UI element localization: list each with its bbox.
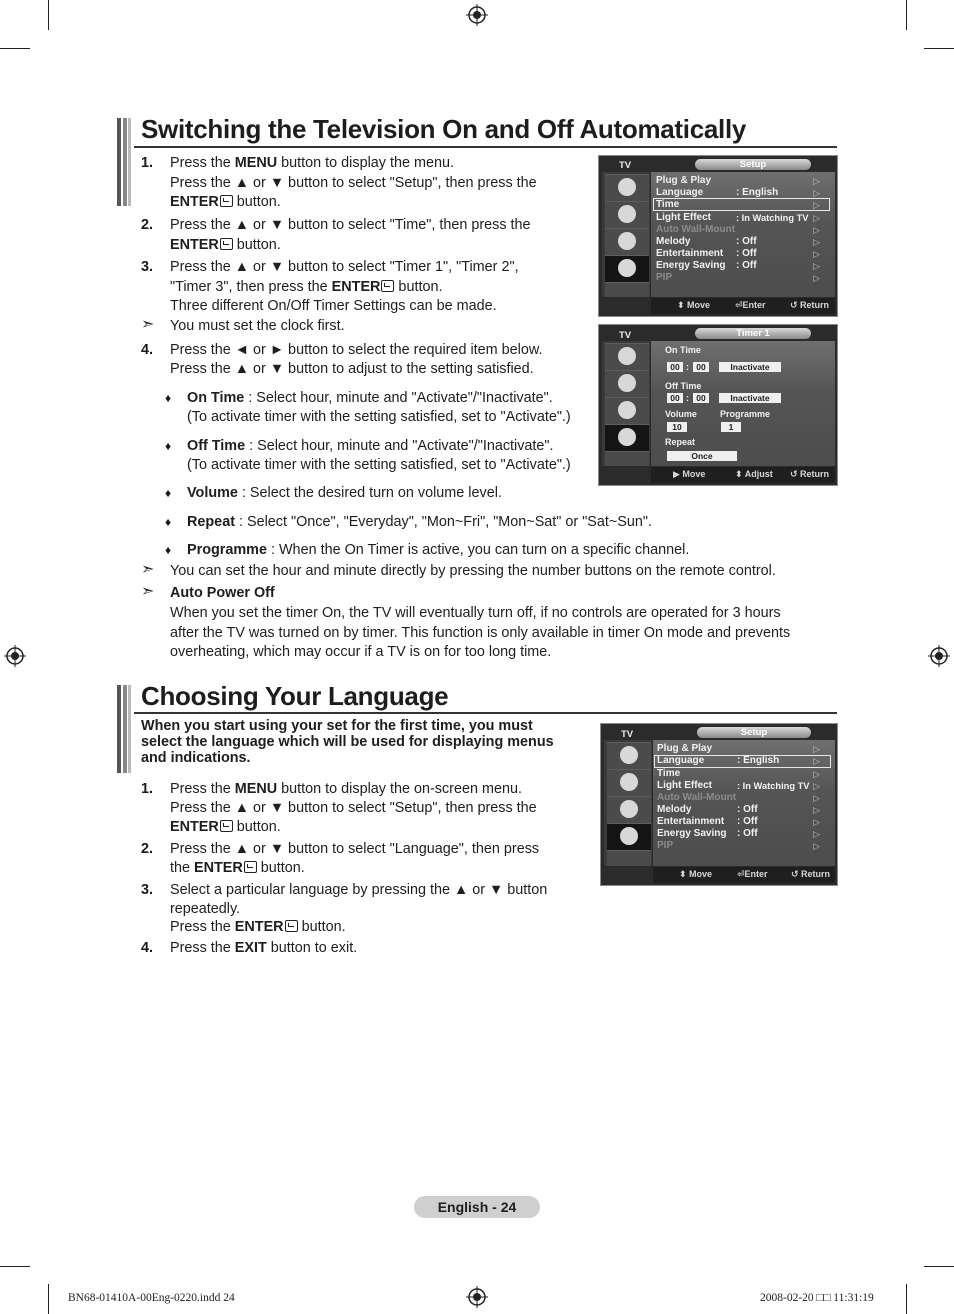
arrow-right-icon: ▷ xyxy=(813,817,820,827)
osd-foot-enter: ⏎Enter xyxy=(737,869,768,879)
osd-setup-time xyxy=(598,155,838,317)
step-text: Press the MENU button to display the menu. xyxy=(170,155,454,171)
step-text: Press the ▲ or ▼ button to adjust to the setting satisfied. xyxy=(170,361,534,377)
registration-mark-icon xyxy=(466,1286,488,1308)
osd-tv-label: TV xyxy=(619,330,632,341)
osd-item-value: : Off xyxy=(737,804,758,815)
step-text: Press the ▲ or ▼ button to select "Time", then press the xyxy=(170,217,531,233)
osd-item[interactable]: Energy Saving xyxy=(657,828,727,839)
note-text: You must set the clock first. xyxy=(170,318,345,334)
bullet-text: Volume : Select the desired turn on volume level. xyxy=(187,485,502,501)
step-text: ENTER button. xyxy=(170,819,281,835)
picture-menu-icon xyxy=(607,742,651,769)
enter-icon xyxy=(244,861,257,873)
bullet-diamond-icon: ♦ xyxy=(165,486,172,500)
osd-item[interactable]: Time xyxy=(657,768,681,779)
auto-power-title: Auto Power Off xyxy=(170,585,275,601)
crop-mark xyxy=(0,1266,30,1267)
step-text: ENTER button. xyxy=(170,237,281,253)
arrow-right-icon: ▷ xyxy=(813,176,820,186)
osd-item[interactable]: Light Effect xyxy=(657,780,712,791)
bullet-diamond-icon: ♦ xyxy=(165,439,172,453)
note-arrow-icon: ➣ xyxy=(141,583,155,600)
step-number: 4. xyxy=(141,940,154,956)
registration-mark-icon xyxy=(466,4,488,26)
step-number: 2. xyxy=(141,217,154,233)
on-time-label: On Time xyxy=(665,345,701,355)
osd-item-value: : English xyxy=(736,187,779,198)
intro-text: When you start using your set for the first time, you must xyxy=(141,718,533,734)
input-menu-icon xyxy=(605,282,649,297)
osd-item[interactable]: Energy Saving xyxy=(656,260,726,271)
channel-menu-icon xyxy=(605,228,649,255)
sound-menu-icon xyxy=(605,201,649,228)
osd-sidebar xyxy=(602,172,650,297)
bullet-text: Programme : When the On Timer is active, you can turn on a specific channel. xyxy=(187,542,690,558)
auto-power-text: after the TV was turned on by timer. This function is only available in timer On mode and prevents xyxy=(170,625,791,641)
arrow-right-icon: ▷ xyxy=(813,237,820,247)
osd-item-value: : Off xyxy=(737,828,758,839)
step-number: 1. xyxy=(141,781,154,797)
off-state-field[interactable]: Inactivate xyxy=(719,393,781,403)
enter-icon xyxy=(285,920,298,932)
osd-header: Setup xyxy=(697,727,811,738)
osd-foot-move: ▶ Move xyxy=(673,469,706,479)
osd-item[interactable]: Plug & Play xyxy=(656,175,712,186)
intro-text: select the language which will be used for displaying menus xyxy=(141,734,554,750)
repeat-field[interactable]: Once xyxy=(667,451,737,461)
off-minute-field[interactable]: 00 xyxy=(693,393,709,403)
osd-sidebar xyxy=(602,341,650,466)
section-title: Switching the Television On and Off Automatically xyxy=(141,114,747,144)
osd-item[interactable]: Entertainment xyxy=(656,248,724,259)
osd-foot-adjust: ⬍ Adjust xyxy=(735,469,773,479)
crop-mark xyxy=(906,0,907,30)
step-text: Press the ▲ or ▼ button to select "Setup", then press the xyxy=(170,800,537,816)
page-number-badge: English - 24 xyxy=(414,1196,540,1218)
osd-item: PIP xyxy=(657,840,674,851)
sound-menu-icon xyxy=(605,370,649,397)
arrow-right-icon: ▷ xyxy=(813,841,820,851)
picture-menu-icon xyxy=(605,343,649,370)
osd-sidebar xyxy=(604,740,652,866)
input-menu-icon xyxy=(605,451,649,466)
osd-setup-language xyxy=(600,723,838,886)
section-title: Choosing Your Language xyxy=(141,681,449,711)
arrow-right-icon: ▷ xyxy=(813,213,820,223)
crop-mark xyxy=(48,0,49,30)
bullet-text: Off Time : Select hour, minute and "Activate"/"Inactivate". xyxy=(187,438,554,454)
osd-item-value: : Off xyxy=(737,816,758,827)
crop-mark xyxy=(924,1266,954,1267)
step-text: "Timer 3", then press the ENTER button. xyxy=(170,279,443,295)
file-name: BN68-01410A-00Eng-0220.indd 24 xyxy=(68,1292,235,1304)
colon: : xyxy=(686,362,689,372)
intro-text: and indications. xyxy=(141,750,251,766)
arrow-right-icon: ▷ xyxy=(813,261,820,271)
step-text: Press the ▲ or ▼ button to select "Setup", then press the xyxy=(170,175,537,191)
step-text: Three different On/Off Timer Settings can be made. xyxy=(170,298,497,314)
osd-item[interactable]: Language xyxy=(657,755,705,766)
osd-item-value: : Off xyxy=(736,236,757,247)
step-number: 1. xyxy=(141,155,154,171)
step-text: Press the EXIT button to exit. xyxy=(170,940,358,956)
picture-menu-icon xyxy=(605,174,649,201)
bullet-text: (To activate timer with the setting satisfied, set to "Activate".) xyxy=(187,457,571,473)
sound-menu-icon xyxy=(607,769,651,796)
osd-foot-move: ⬍ Move xyxy=(677,300,711,310)
section-bar xyxy=(117,685,131,773)
osd-item-value: : Off xyxy=(736,260,757,271)
input-menu-icon xyxy=(607,850,651,866)
arrow-right-icon: ▷ xyxy=(813,200,820,210)
volume-label: Volume xyxy=(665,409,697,419)
channel-menu-icon xyxy=(607,796,651,823)
bullet-text: On Time : Select hour, minute and "Activate"/"Inactivate". xyxy=(187,390,553,406)
osd-item[interactable]: Plug & Play xyxy=(657,743,713,754)
osd-item-value: : Off xyxy=(736,248,757,259)
section-rule xyxy=(134,146,837,148)
enter-icon xyxy=(220,195,233,207)
section-rule xyxy=(134,712,837,714)
bullet-diamond-icon: ♦ xyxy=(165,543,172,557)
on-hour-field[interactable]: 00 xyxy=(667,362,683,372)
arrow-right-icon: ▷ xyxy=(813,249,820,259)
step-number: 4. xyxy=(141,342,154,358)
osd-item-value: : English xyxy=(737,755,780,766)
osd-foot-return: ↺ Return xyxy=(791,869,831,879)
osd-foot-move: ⬍ Move xyxy=(679,869,713,879)
on-state-field[interactable]: Inactivate xyxy=(719,362,781,372)
auto-power-text: overheating, which may occur if a TV is on for too long time. xyxy=(170,644,552,660)
step-text: ENTER button. xyxy=(170,194,281,210)
arrow-right-icon: ▷ xyxy=(813,781,820,791)
on-minute-field[interactable]: 00 xyxy=(693,362,709,372)
enter-icon xyxy=(381,280,394,292)
osd-item: Auto Wall-Mount xyxy=(656,224,736,235)
registration-mark-icon xyxy=(928,645,950,667)
setup-menu-icon xyxy=(605,424,649,451)
osd-selection xyxy=(653,198,830,211)
osd-footer xyxy=(651,467,835,483)
arrow-right-icon: ▷ xyxy=(813,744,820,754)
step-text: Press the MENU button to display the on-screen menu. xyxy=(170,781,522,797)
off-hour-field[interactable]: 00 xyxy=(667,393,683,403)
osd-item[interactable]: Melody xyxy=(657,804,692,815)
bullet-diamond-icon: ♦ xyxy=(165,515,172,529)
step-text: Press the ENTER button. xyxy=(170,919,346,935)
note-arrow-icon: ➣ xyxy=(141,316,155,333)
section-bar xyxy=(117,118,131,206)
arrow-right-icon: ▷ xyxy=(813,805,820,815)
auto-power-text: When you set the timer On, the TV will eventually turn off, if no controls are operated for 3 hours xyxy=(170,605,781,621)
bullet-text: Repeat : Select "Once", "Everyday", "Mon~Fri", "Mon~Sat" or "Sat~Sun". xyxy=(187,514,653,530)
osd-foot-return: ↺ Return xyxy=(790,300,830,310)
note-arrow-icon: ➣ xyxy=(141,561,155,578)
programme-label: Programme xyxy=(720,409,771,419)
bullet-diamond-icon: ♦ xyxy=(165,391,172,405)
osd-foot-return: ↺ Return xyxy=(790,469,830,479)
arrow-right-icon: ▷ xyxy=(813,188,820,198)
step-number: 3. xyxy=(141,882,154,898)
crop-mark xyxy=(48,1284,49,1314)
repeat-label: Repeat xyxy=(665,437,696,447)
step-text: Press the ◄ or ► button to select the required item below. xyxy=(170,342,543,358)
note-text: You can set the hour and minute directly by pressing the number buttons on the remote control. xyxy=(170,563,776,579)
arrow-right-icon: ▷ xyxy=(813,769,820,779)
programme-field[interactable]: 1 xyxy=(721,422,741,432)
osd-item[interactable]: Melody xyxy=(656,236,691,247)
osd-timer xyxy=(598,324,838,486)
arrow-right-icon: ▷ xyxy=(813,829,820,839)
osd-tv-label: TV xyxy=(621,729,634,740)
off-time-label: Off Time xyxy=(665,381,702,391)
osd-item-value: : In Watching TV xyxy=(737,781,810,791)
step-text: repeatedly. xyxy=(170,901,241,917)
arrow-right-icon: ▷ xyxy=(813,273,820,283)
colon: : xyxy=(686,393,689,403)
setup-menu-icon xyxy=(607,823,651,850)
arrow-right-icon: ▷ xyxy=(813,793,820,803)
step-number: 3. xyxy=(141,259,154,275)
volume-field[interactable]: 10 xyxy=(667,422,687,432)
osd-item[interactable]: Entertainment xyxy=(657,816,725,827)
osd-item[interactable]: Light Effect xyxy=(656,212,711,223)
enter-icon xyxy=(220,238,233,250)
osd-footer xyxy=(653,867,835,883)
osd-foot-enter: ⏎Enter xyxy=(735,300,766,310)
print-date: 2008-02-20 □□ 11:31:19 xyxy=(760,1292,874,1304)
osd-tv-label: TV xyxy=(619,160,632,171)
setup-menu-icon xyxy=(605,255,649,282)
channel-menu-icon xyxy=(605,397,649,424)
osd-item: PIP xyxy=(656,272,673,283)
osd-item: Auto Wall-Mount xyxy=(657,792,737,803)
crop-mark xyxy=(0,48,30,49)
osd-header: Timer 1 xyxy=(695,328,811,339)
registration-mark-icon xyxy=(4,645,26,667)
osd-item-value: : In Watching TV xyxy=(736,213,809,223)
osd-item[interactable]: Time xyxy=(656,199,680,210)
crop-mark xyxy=(924,48,954,49)
step-text: Press the ▲ or ▼ button to select "Language", then press xyxy=(170,841,540,857)
arrow-right-icon: ▷ xyxy=(813,756,820,766)
step-text: Press the ▲ or ▼ button to select "Timer 1", "Timer 2", xyxy=(170,259,519,275)
osd-header: Setup xyxy=(695,159,811,170)
step-text: Select a particular language by pressing the ▲ or ▼ button xyxy=(170,882,548,898)
crop-mark xyxy=(906,1284,907,1314)
step-number: 2. xyxy=(141,841,154,857)
osd-item[interactable]: Language xyxy=(656,187,704,198)
enter-icon xyxy=(220,820,233,832)
step-text: the ENTER button. xyxy=(170,860,305,876)
osd-footer xyxy=(651,298,835,314)
arrow-right-icon: ▷ xyxy=(813,225,820,235)
bullet-text: (To activate timer with the setting satisfied, set to "Activate".) xyxy=(187,409,571,425)
